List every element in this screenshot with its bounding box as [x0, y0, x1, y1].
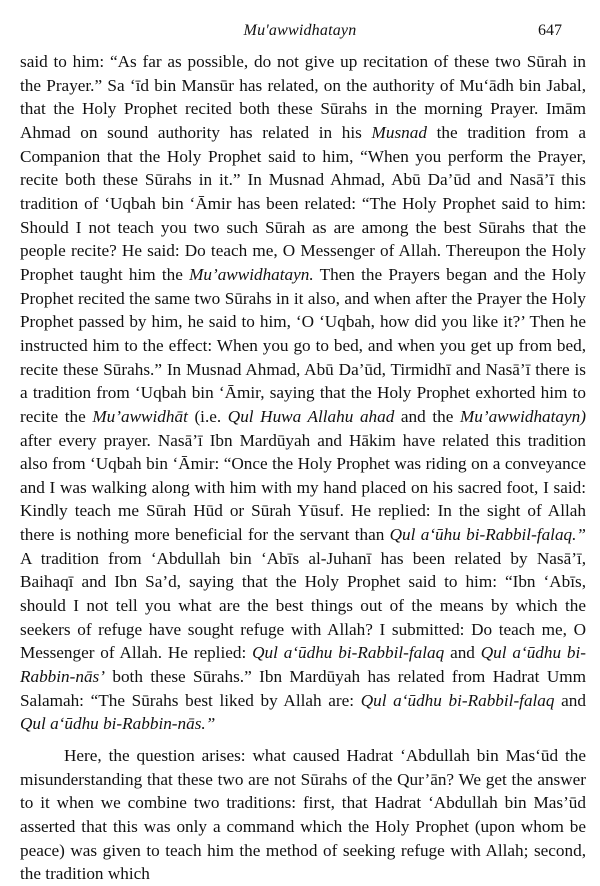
italic-text: Qul a‘ūdhu bi-Rabbil-falaq	[360, 690, 555, 710]
body-text	[20, 50, 586, 886]
text-run: and the	[394, 406, 460, 426]
text-run: the tradition from a Companion that the Holy Prophet said to him, “When you perform the Prayer, recite both these Sūrahs in it.” In Musnad Ahmad, Abū Da’ūd and Nasā’ī this tradition of ‘Uqbah bin ‘Āmir has been related: “The Holy Prophet said to him: Should I not teach you two such Sūrah as are among the best Sūrahs that the people recite? He said: Do teach me, O Messenger of Allah. Thereupon the Holy Prophet taught him the	[20, 122, 586, 284]
text-run: Then the Prayers began and the Holy Prophet recited the same two Sūrahs in it also, and when after the Prayer the Holy Prophet passed by him, he said to him, ‘O ‘Uqbah, how did you like it?’ Then he instructed him to the effect: When you go to bed, and when you get up from bed, recite these Sūrahs.” In Musnad Ahmad, Abū Da’ūd, Tirmidhī and Nasā’ī there is a tradition from ‘Uqbah bin ‘Āmir, saying that the Holy Prophet exhorted him to recite the	[20, 264, 586, 426]
italic-text: Musnad	[371, 122, 427, 142]
paragraph	[20, 50, 586, 736]
italic-text: Qul Huwa Allahu ahad	[227, 406, 395, 426]
italic-text: Qul a‘ūdhu bi-Rabbin-nās.”	[20, 714, 216, 734]
text-run: said to him: “As far as possible, do not give up recitation of these two Sūrah in the Prayer.” Sa ‘īd bin Mansūr has related, on the authority of Mu‘ādh bin Jabal, that the Holy Prophet recited both these Sūrahs in the morning Prayer. Imām Ahmad on sound authority has related in his	[20, 52, 586, 142]
page-number: 647	[538, 22, 562, 39]
text-run: both these Sūrahs.” Ibn Mardūyah has related from Hadrat Umm Salamah: “The Sūrahs best liked by Allah are:	[20, 667, 586, 710]
italic-text: Mu’awwidhatayn.	[189, 264, 314, 284]
text-run: and	[554, 690, 586, 710]
italic-text: Qul a‘ūdhu bi-Rabbil-falaq	[252, 643, 445, 663]
italic-text: Qul a‘ūdhu bi-Rabbin-nās’	[20, 643, 587, 687]
text-run: (i.e.	[187, 406, 228, 426]
page-header	[0, 22, 600, 44]
paragraph	[20, 744, 586, 886]
text-run: A tradition from ‘Abdullah bin ‘Abīs al-Juhanī has been related by Nasā’ī, Baihaqī and Ibn Sa’d, saying that the Holy Prophet said to him: “Ibn ‘Abīs, should I not tell you what are the best things out of the means by which the seekers of refuge have sought refuge with Allah? I submitted: Do teach me, O Messenger of Allah. He replied:	[20, 548, 586, 663]
text-run: and	[444, 643, 481, 663]
italic-text: Qul a‘ūhu bi-Rabbil-falaq.”	[389, 525, 586, 545]
text-run: Here, the question arises: what caused Hadrat ‘Abdullah bin Mas‘ūd the misunderstanding that these two are not Sūrahs of the Qur’ān? We get the answer to it when we combine two traditions: first, that Hadrat ‘Abdullah bin Mas’ūd asserted that this was only a command which the Holy Prophet (upon whom be peace) was given to teach him the method of seeking refuge with Allah; second, the tradition which	[20, 746, 586, 884]
italic-text: Mu’awwidhatayn)	[459, 406, 586, 426]
text-run: after every prayer. Nasā’ī Ibn Mardūyah and Hākim have related this tradition also from ‘Uqbah bin ‘Āmir: “Once the Holy Prophet was riding on a conveyance and I was walking along with him with my hand placed on his sacred foot, I said: Kindly teach me Sūrah Hūd or Sūrah Yūsuf. He replied: In the sight of Allah there is nothing more beneficial for the servant than	[20, 430, 586, 545]
italic-text: Mu’awwidhāt	[92, 406, 188, 426]
running-title: Mu'awwidhatayn	[243, 22, 357, 39]
